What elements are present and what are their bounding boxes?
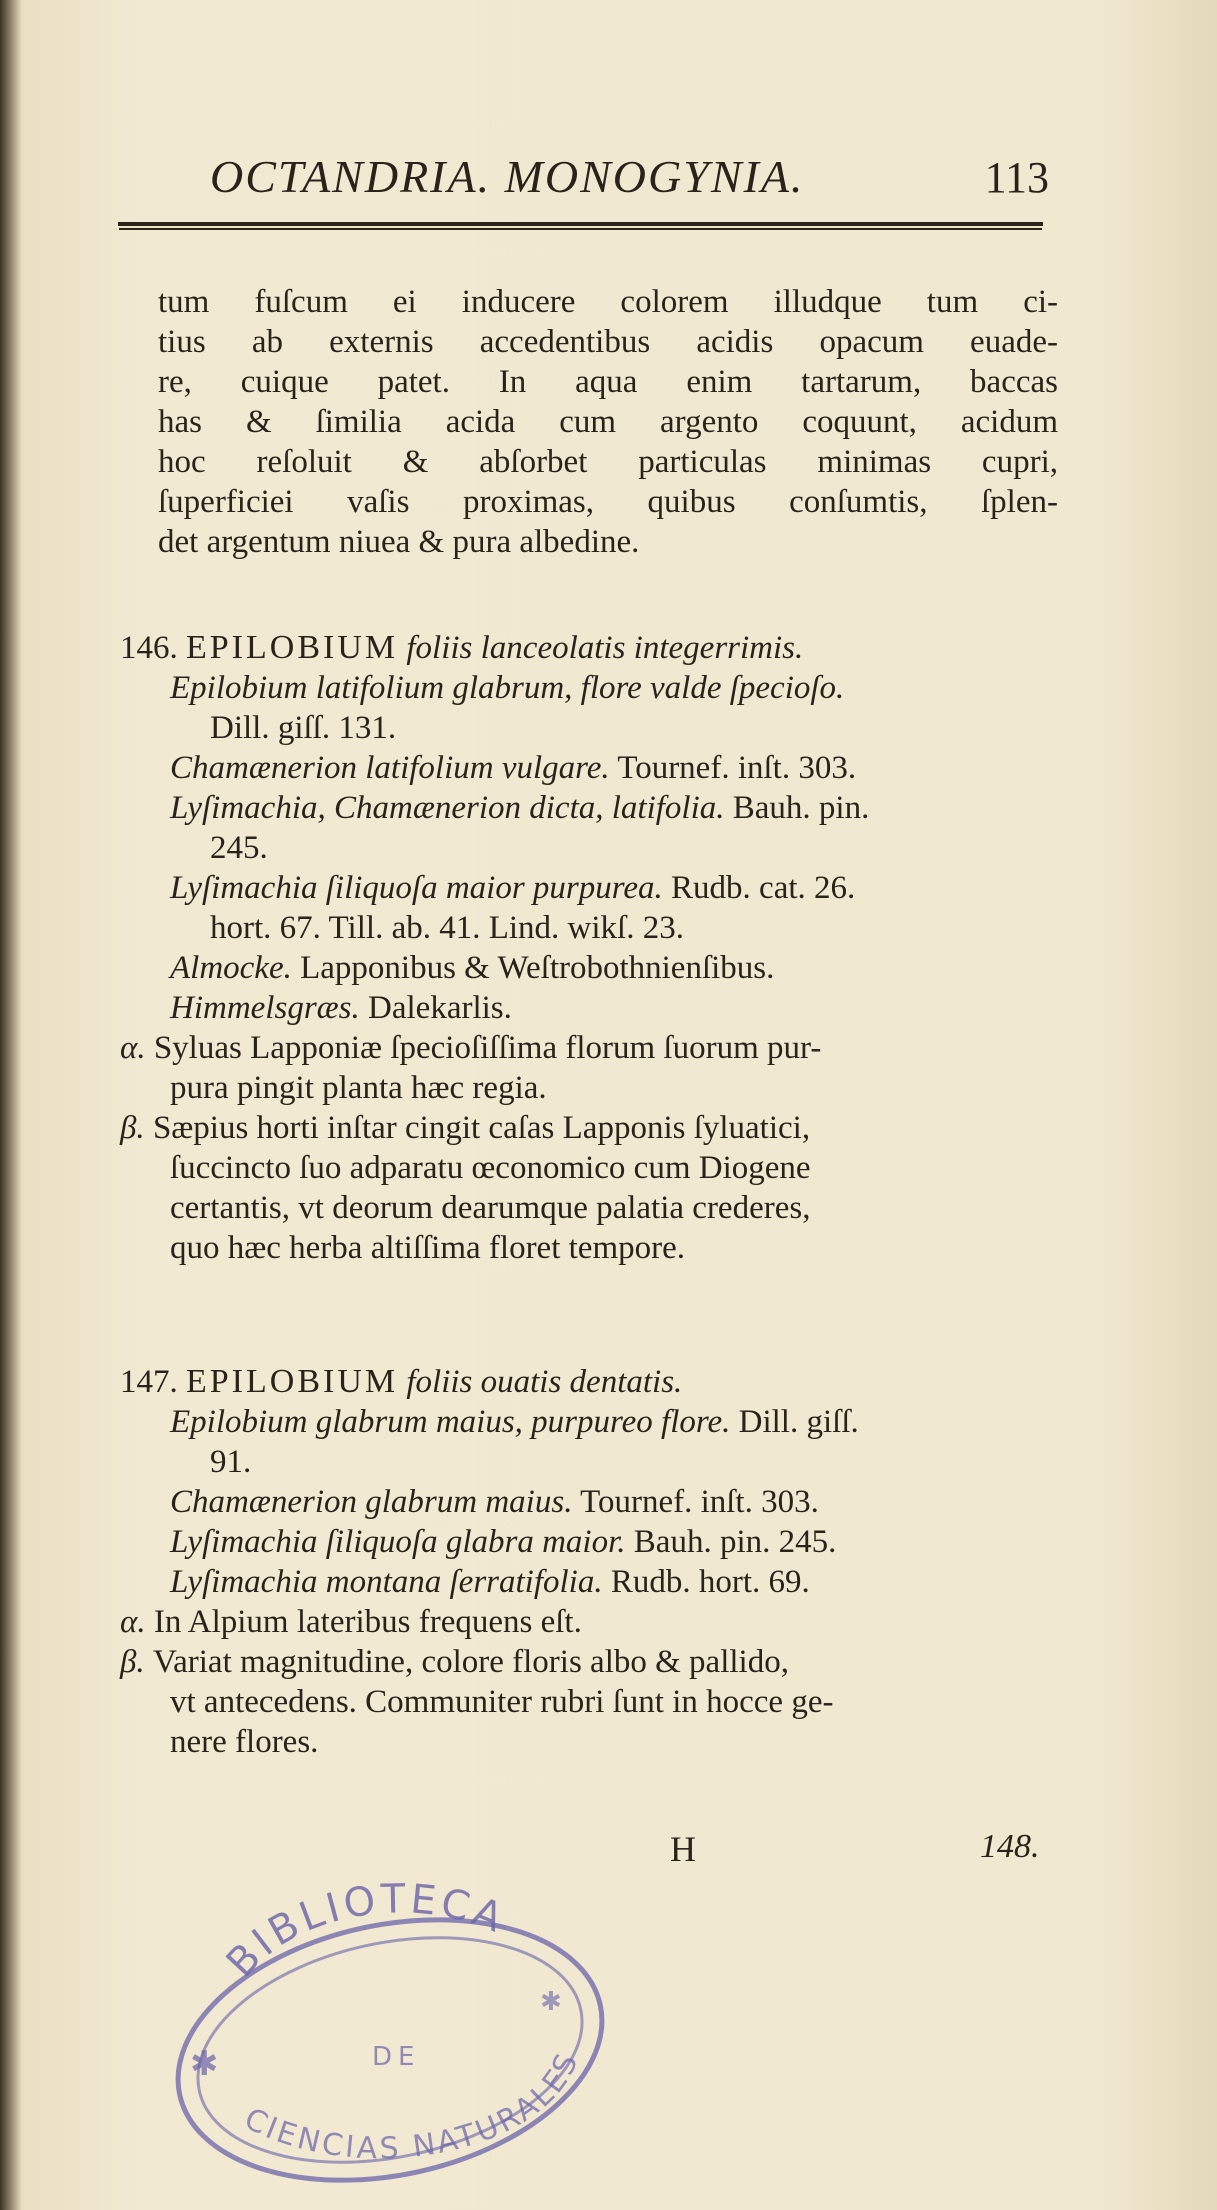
entry-line [120,1482,1050,1522]
citation-italic: Epilobium glabrum maius, purpureo flore. [170,1404,731,1440]
citation-italic: Chamænerion latifolium vulgare. [170,750,610,786]
header-rule [118,222,1043,226]
citation-roman: Syluas Lapponiæ ſpecioſiſſima florum ſuorum pur- [145,1030,822,1066]
stamp-middle-text: DE [372,2042,421,2072]
citation-roman: nere flores. [170,1724,319,1760]
citation-roman: Rudb. hort. 69. [602,1564,810,1600]
entry-line [120,868,1050,908]
entry-line [120,1068,1050,1108]
stamp-star-icon: ✱ [190,2044,219,2084]
stamp-top-text: BIBLIOTECA [217,1876,513,1987]
entry-line [120,1682,1050,1722]
citation-roman: Dill. giſſ. 131. [210,710,397,746]
text-line: tius ab externis accedentibus acidis opacum euade- [158,324,1058,360]
entry-line [120,1148,1050,1188]
stamp-star-icon: ✱ [540,1987,562,2017]
citation-italic: Lyſimachia montana ſerratifolia. [170,1564,603,1600]
citation-roman: Tournef. inſt. 303. [572,1484,819,1520]
entry-line [120,708,1050,748]
citation-roman: Rudb. cat. 26. [662,870,856,906]
signature-mark: H [670,1829,696,1869]
running-title: OCTANDRIA. MONOGYNIA. [210,151,805,202]
citation-italic: Almocke. [170,950,292,986]
citation-roman: ſuccincto ſuo adparatu œconomico cum Diogene [170,1150,811,1186]
entry-line [120,748,1050,788]
citation-roman: Tournef. inſt. 303. [609,750,857,786]
entry-line [120,1108,1050,1148]
species-entry-146 [120,628,1050,1268]
citation-roman: certantis, vt deorum dearumque palatia crederes, [170,1190,811,1226]
citation-roman: pura pingit planta hæc regia. [170,1070,547,1106]
citation-roman: quo hæc herba altiſſima floret tempore. [170,1230,685,1266]
library-stamp [160,1860,620,2190]
citation-roman: 245. [210,830,268,866]
citation-italic: Himmelsgræs. [170,990,360,1026]
citation-roman: Bauh. pin. [724,790,870,826]
entry-line [120,1028,1050,1068]
entry-line [120,1188,1050,1228]
entry-number: 146. [120,630,178,666]
text-line: det argentum niuea & pura albedine. [158,524,640,560]
entry-lines [120,668,1050,1268]
citation-italic: β. [120,1110,145,1146]
entry-line [120,788,1050,828]
entry-line [120,1722,1050,1762]
citation-roman: Dalekarlis. [359,990,512,1026]
intro-paragraph [158,282,1058,562]
genus-name: EPILOBIUM [186,629,399,666]
citation-roman: Sæpius horti inſtar cingit caſas Lapponis ſyluatici, [144,1110,811,1146]
entry-line [120,988,1050,1028]
entry-line [120,828,1050,868]
citation-roman: Dill. giſſ. [730,1404,859,1440]
entry-heading [120,628,1050,668]
svg-text:BIBLIOTECA [218,1876,513,1986]
citation-roman: In Alpium lateribus frequens eſt. [145,1604,582,1640]
citation-roman: Lapponibus & Weſtrobothnienſibus. [291,950,775,986]
entry-line [120,668,1050,708]
text-line: tum fuſcum ei inducere colorem illudque tum ci- [158,284,1058,320]
species-entry-147 [120,1362,1050,1762]
text-line: re, cuique patet. In aqua enim tartarum, baccas [158,364,1058,400]
diagnosis: foliis lanceolatis integerrimis. [406,630,804,666]
entry-line [120,1402,1050,1442]
citation-italic: Lyſimachia, Chamænerion dicta, latifolia. [170,790,725,826]
entry-line [120,908,1050,948]
text-line: has & ſimilia acida cum argento coquunt, acidum [158,404,1058,440]
citation-roman: Bauh. pin. 245. [625,1524,837,1560]
text-line: ſuperficiei vaſis proximas, quibus conſumtis, ſplen- [158,484,1058,520]
citation-roman: hort. 67. Till. ab. 41. Lind. wikſ. 23. [210,910,684,946]
citation-roman: Variat magnitudine, colore floris albo & pallido, [144,1644,789,1680]
entry-line [120,1642,1050,1682]
entry-line [120,1522,1050,1562]
citation-roman: 91. [210,1444,252,1480]
text-line: hoc reſoluit & abſorbet particulas minimas cupri, [158,444,1058,480]
diagnosis: foliis ouatis dentatis. [406,1364,683,1400]
citation-italic: Epilobium latifolium glabrum, flore valde ſpecioſo. [170,670,845,706]
entry-line [120,1562,1050,1602]
citation-roman: vt antecedens. Communiter rubri ſunt in hocce ge- [170,1684,834,1720]
entry-heading [120,1362,1050,1402]
catchword: 148. [980,1828,1040,1865]
entry-lines [120,1402,1050,1762]
citation-italic: α. [120,1604,146,1640]
citation-italic: Lyſimachia ſiliquoſa maior purpurea. [170,870,663,906]
citation-italic: Chamænerion glabrum maius. [170,1484,573,1520]
entry-line [120,1228,1050,1268]
entry-line [120,948,1050,988]
entry-line [120,1442,1050,1482]
genus-name: EPILOBIUM [186,1363,399,1400]
citation-italic: α. [120,1030,146,1066]
entry-number: 147. [120,1364,178,1400]
running-header [195,150,1055,210]
stamp-bottom-text: CIENCIAS NATURALES [238,2046,587,2167]
citation-italic: β. [120,1644,145,1680]
page-number: 113 [984,153,1049,202]
entry-line [120,1602,1050,1642]
citation-italic: Lyſimachia ſiliquoſa glabra maior. [170,1524,626,1560]
